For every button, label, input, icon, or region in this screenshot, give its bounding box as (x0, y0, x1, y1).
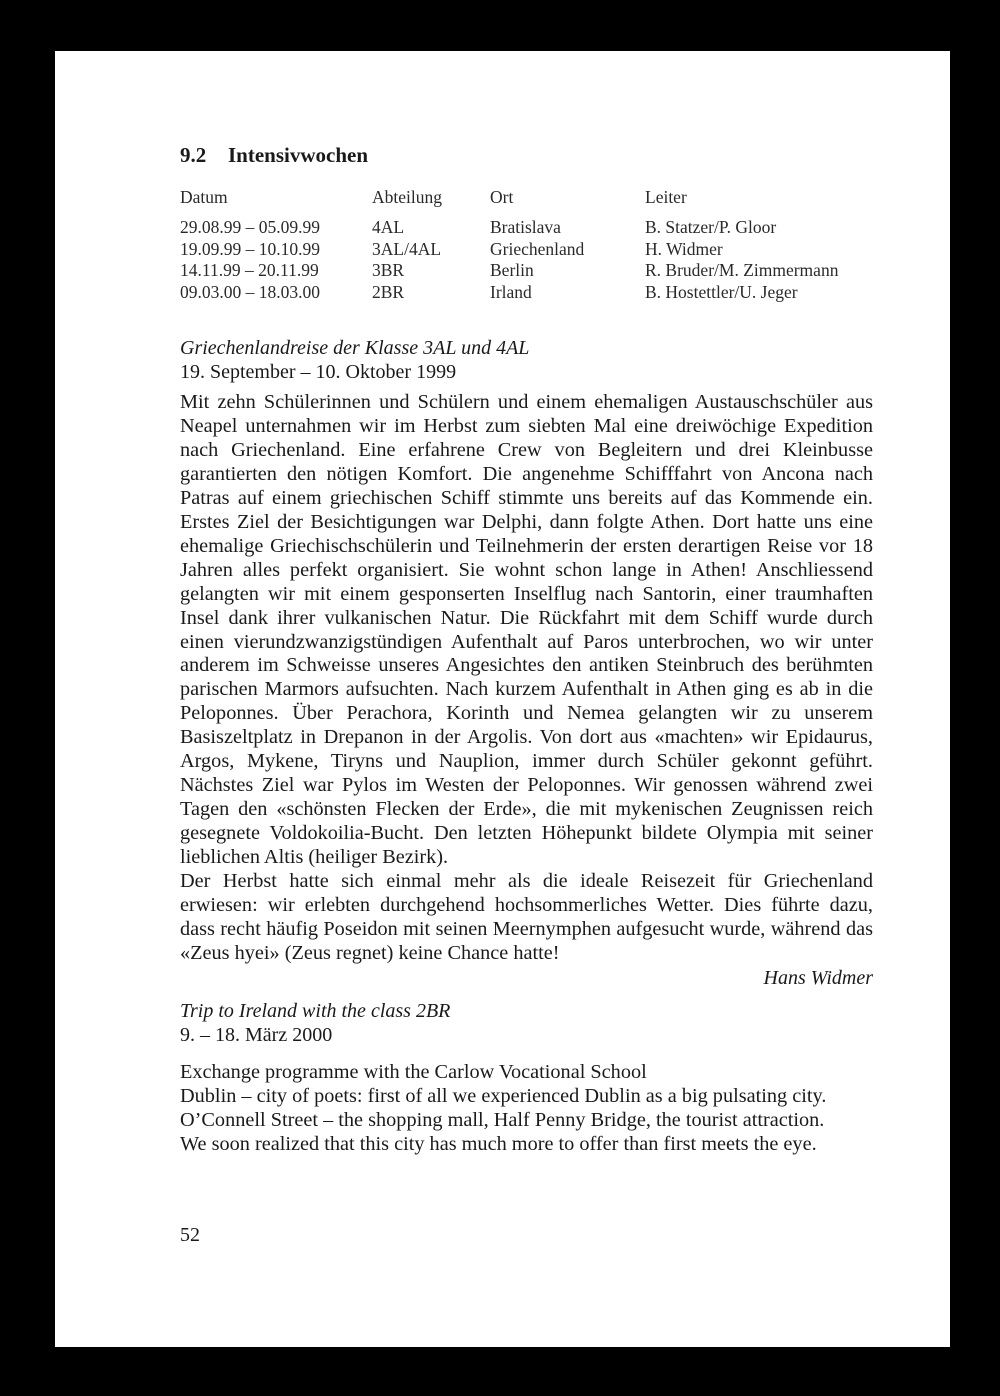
text-line: O’Connell Street – the shopping mall, Half Penny Bridge, the tourist attraction. (180, 1108, 825, 1131)
page-number: 52 (180, 1224, 200, 1246)
section-title: Intensivwochen (228, 143, 369, 167)
table-row (180, 260, 873, 282)
cell-datum: 29.08.99 – 05.09.99 (180, 217, 320, 237)
table-row (180, 282, 873, 304)
table-header-row (180, 185, 873, 217)
header-abteilung: Abteilung (372, 187, 442, 207)
article-body-greece (180, 391, 873, 966)
article-title-greece: Griechenlandreise der Klasse 3AL und 4AL (180, 337, 530, 359)
cell-datum: 19.09.99 – 10.10.99 (180, 238, 320, 259)
schedule-table (180, 185, 873, 303)
cell-leiter: B. Hostettler/U. Jeger (645, 281, 798, 302)
text-line: We soon realized that this city has much more to offer than first meets the eye. (180, 1132, 817, 1155)
table-row (180, 217, 873, 239)
cell-ort: Irland (490, 281, 532, 302)
cell-abteilung: 3BR (372, 260, 405, 280)
article-title-ireland: Trip to Ireland with the class 2BR (180, 999, 451, 1022)
page-content (180, 141, 873, 1157)
cell-datum: 14.11.99 – 20.11.99 (180, 260, 319, 280)
cell-ort: Griechenland (490, 238, 585, 259)
article-body-ireland (180, 1061, 873, 1157)
cell-leiter: R. Bruder/M. Zimmermann (645, 260, 839, 280)
cell-abteilung: 3AL/4AL (372, 238, 442, 259)
author-signature: Hans Widmer (763, 966, 873, 989)
text-line: Dublin – city of poets: first of all we experienced Dublin as a big pulsating city. (180, 1084, 827, 1107)
section-heading (180, 141, 873, 169)
cell-ort: Bratislava (490, 217, 561, 237)
paragraph: Der Herbst hatte sich einmal mehr als die ideale Reisezeit für Griechenland erwiesen: wir erlebten durchgehend hochsommerliches Wetter. Dies führte dazu, dass recht häufig Poseidon mit seinen Meernymphen aufgesucht wurde, während das «Zeus hyei» (Zeus regnet) keine Chance hatte! (180, 870, 873, 964)
cell-ort: Berlin (490, 260, 534, 280)
document-page (55, 51, 950, 1347)
article-date-ireland: 9. – 18. März 2000 (180, 1023, 333, 1046)
cell-datum: 09.03.00 – 18.03.00 (180, 281, 320, 302)
cell-abteilung: 4AL (372, 217, 405, 237)
table-row (180, 239, 873, 261)
section-number: 9.2 (180, 143, 207, 167)
article-date-greece: 19. September – 10. Oktober 1999 (180, 361, 457, 383)
header-datum: Datum (180, 187, 228, 207)
cell-leiter: H. Widmer (645, 238, 723, 259)
text-line: Exchange programme with the Carlow Vocational School (180, 1060, 647, 1083)
cell-abteilung: 2BR (372, 281, 405, 302)
cell-leiter: B. Statzer/P. Gloor (645, 217, 777, 237)
paragraph: Mit zehn Schülerinnen und Schülern und einem ehemaligen Austauschschüler aus Neapel unternahmen wir im Herbst zum siebten Mal eine dreiwöchige Expedition nach Griechenland. Eine erfahrene Crew von Begleitern und drei Kleinbusse garantierten den nötigen Komfort. Die angenehme Schifffahrt von Ancona nach Patras auf einem griechischen Schiff stimmte uns bereits auf das Kommende ein. Erstes Ziel der Besichtigungen war Delphi, dann folgte Athen. Dort hatte uns eine ehemalige Griechischschülerin und Teilnehmerin der ersten derartigen Reise vor 18 Jahren alles perfekt organisiert. Sie wohnt schon lange in Athen! Anschliessend gelangten wir mit einem gesponserten Inselflug nach Santorin, einer traumhaften Insel dank ihrer vulkanischen Natur. Die Rückfahrt mit dem Schiff wurde durch einen vierundzwanzigstündigen Aufenthalt auf Paros unterbrochen, wo wir unter anderem im Schweisse unseres Angesichtes den antiken Steinbruch des berühmten parischen Marmors aufsuchten. Nach kurzem Aufenthalt in Athen ging es ab in die Peloponnes. Über Perachora, Korinth und Nemea gelangten wir zu unserem Basiszeltplatz in Drepanon in der Argolis. Von dort aus «machten» wir Epidaurus, Argos, Mykene, Tiryns und Nauplion, immer durch Schüler gekonnt geführt. Nächstes Ziel war Pylos im Westen der Peloponnes. Wir genossen während zwei Tagen den «schönsten Flecken der Erde», die mit mykenischen Zeugnissen reich gesegnete Voldokoilia-Bucht. Den letzten Höhepunkt bildete Olympia mit seiner lieblichen Altis (heiliger Bezirk). (180, 391, 873, 869)
header-ort: Ort (490, 187, 514, 207)
header-leiter: Leiter (645, 187, 687, 207)
